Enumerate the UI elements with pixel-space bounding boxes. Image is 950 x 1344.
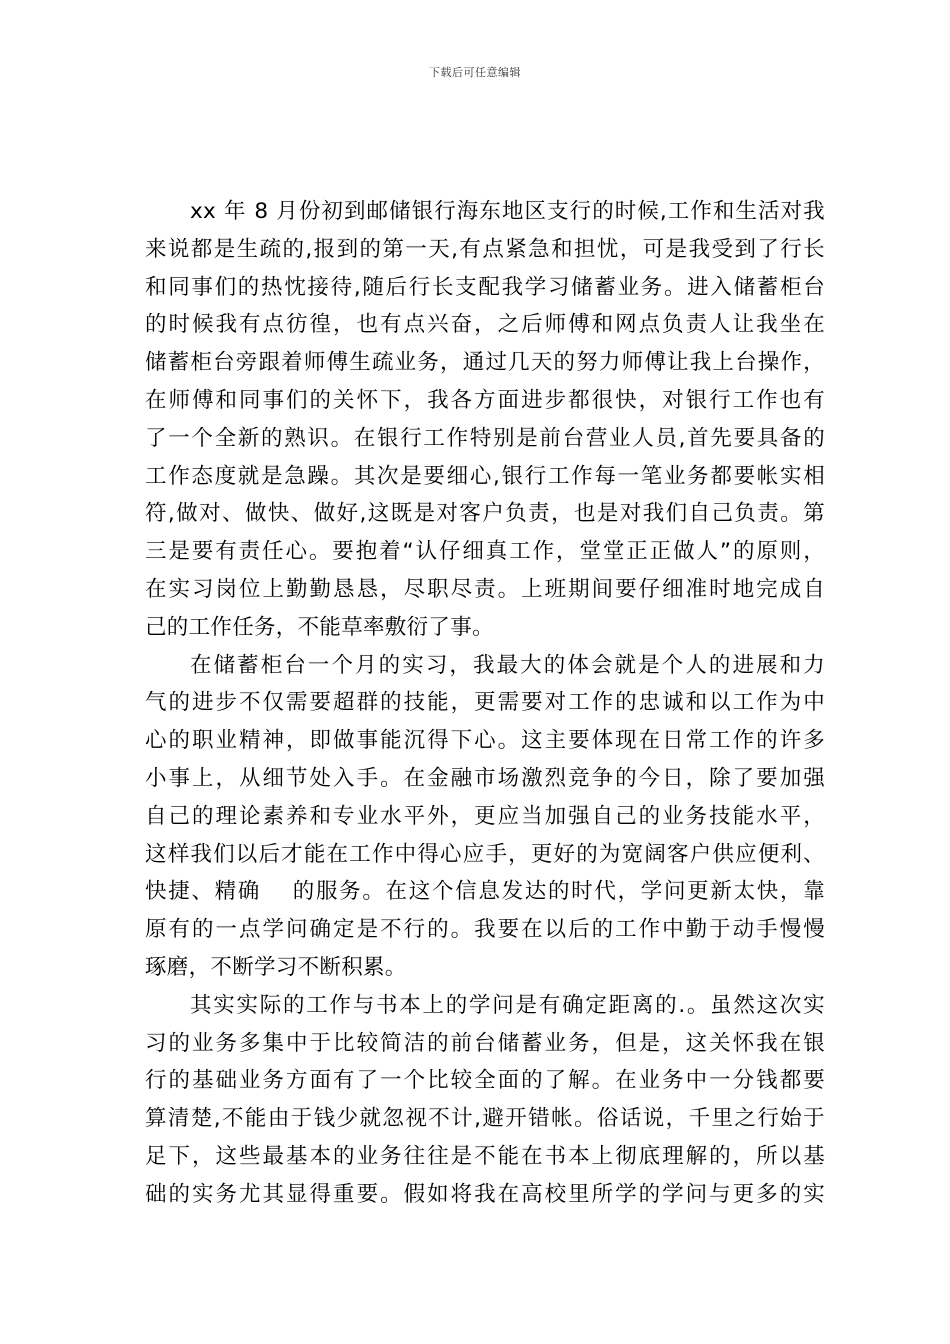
text-line: xx 年 8 月份初到邮储银行海东地区支行的时候,工作和生活对我 xyxy=(190,199,825,224)
text-line: 在师傅和同事们的关怀下，我各方面进步都很快，对银行工作也有 xyxy=(145,387,825,413)
text-line: 琢磨，不断学习不断积累。 xyxy=(145,954,407,980)
text-line: 的时候我有点彷徨，也有点兴奋，之后师傅和网点负责人让我坐在 xyxy=(145,312,825,338)
text-line: 快捷、精确 的服务。在这个信息发达的时代，学问更新太快，靠 xyxy=(145,879,825,905)
text-line: 符,做对、做快、做好,这既是对客户负责，也是对我们自己负责。第 xyxy=(145,501,825,527)
text-line: 三是要有责任心。要抱着“认仔细真工作，堂堂正正做人”的原则， xyxy=(145,539,825,565)
text-line: 其实实际的工作与书本上的学问是有确定距离的.。虽然这次实 xyxy=(190,992,825,1018)
text-line: 在储蓄柜台一个月的实习，我最大的体会就是个人的进展和力 xyxy=(190,652,825,678)
text-line: 心的职业精神，即做事能沉得下心。这主要体现在日常工作的许多 xyxy=(145,728,825,754)
text-line: 原有的一点学问确定是不行的。我要在以后的工作中勤于动手慢慢 xyxy=(145,917,825,943)
text-line: 行的基础业务方面有了一个比较全面的了解。在业务中一分钱都要 xyxy=(145,1068,825,1094)
text-line: 了一个全新的熟识。在银行工作特别是前台营业人员,首先要具备的 xyxy=(145,425,825,451)
text-line: 足下，这些最基本的业务往往是不能在书本上彻底理解的，所以基 xyxy=(145,1143,825,1169)
text-line: 算清楚,不能由于钱少就忽视不计,避开错帐。俗话说，千里之行始于 xyxy=(145,1106,825,1132)
text-line: 气的进步不仅需要超群的技能，更需要对工作的忠诚和以工作为中 xyxy=(145,690,825,716)
page-header-note: 下载后可任意编辑 xyxy=(429,66,521,79)
text-line: 工作态度就是急躁。其次是要细心,银行工作每一笔业务都要帐实相 xyxy=(145,463,825,489)
document-body xyxy=(145,193,825,1313)
text-line: 储蓄柜台旁跟着师傅生疏业务，通过几天的努力师傅让我上台操作， xyxy=(145,350,825,376)
text-line: 小事上，从细节处入手。在金融市场激烈竞争的今日，除了要加强 xyxy=(145,765,825,791)
text-line: 自己的理论素养和专业水平外，更应当加强自己的业务技能水平， xyxy=(145,803,825,829)
text-line: 习的业务多集中于比较简洁的前台储蓄业务，但是，这关怀我在银 xyxy=(145,1030,825,1056)
text-line: 来说都是生疏的,报到的第一天,有点紧急和担忧，可是我受到了行长 xyxy=(145,236,825,262)
text-line: 在实习岗位上勤勤恳恳，尽职尽责。上班期间要仔细准时地完成自 xyxy=(145,576,825,602)
text-line: 础的实务尤其显得重要。假如将我在高校里所学的学问与更多的实 xyxy=(145,1181,825,1207)
text-line: 己的工作任务，不能草率敷衍了事。 xyxy=(145,614,494,640)
text-line: 这样我们以后才能在工作中得心应手，更好的为宽阔客户供应便利、 xyxy=(145,841,825,867)
text-line: 和同事们的热忱接待,随后行长支配我学习储蓄业务。进入储蓄柜台 xyxy=(145,274,825,300)
